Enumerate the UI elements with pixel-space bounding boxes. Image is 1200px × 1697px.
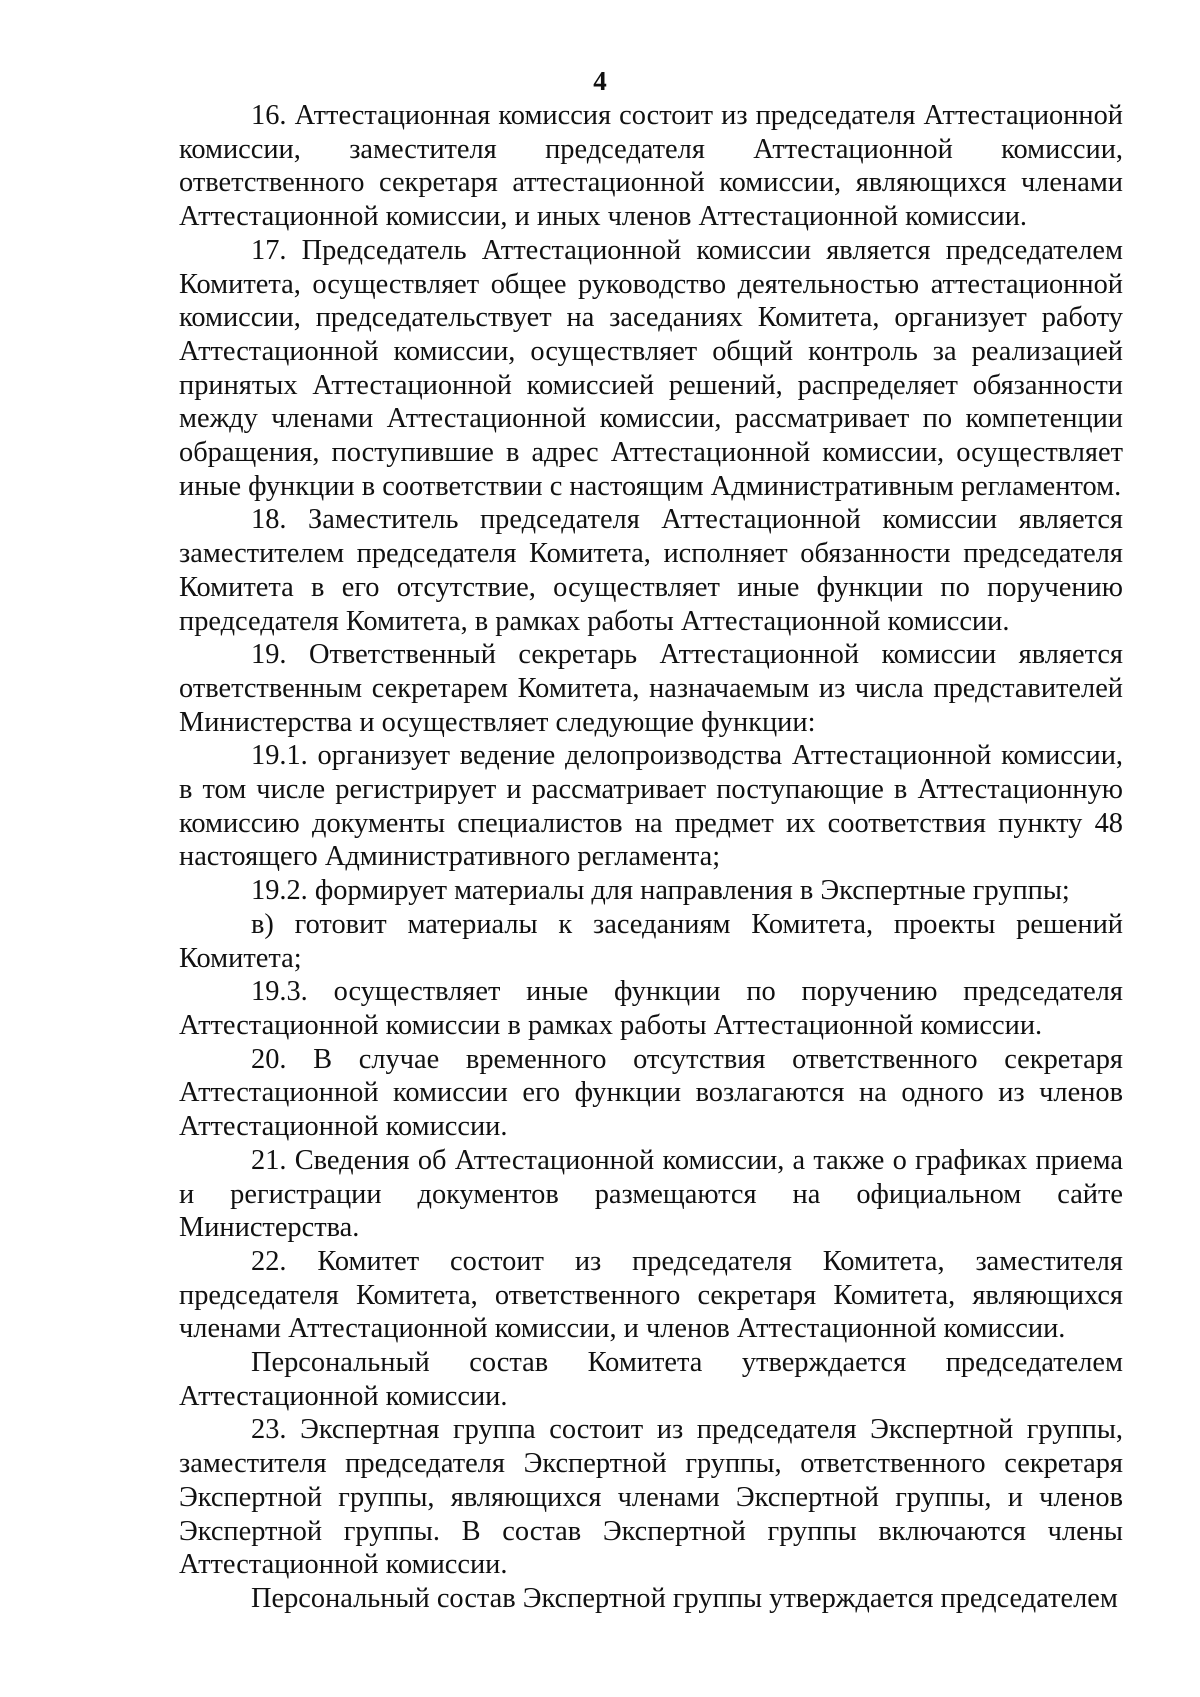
- paragraph-19-1: 19.1. организует ведение делопроизводства Аттестационной комиссии, в том числе регистрирует и рассматривает поступающие в Аттестационную комиссию документы специалистов на предмет их соответствия пункту 48 настоящего Административного регламента;: [179, 740, 1123, 873]
- paragraph-19-2: 19.2. формирует материалы для направления в Экспертные группы;: [251, 875, 1070, 907]
- paragraph-23: 23. Экспертная группа состоит из председателя Экспертной группы, заместителя председателя Экспертной группы, ответственного секретаря Экспертной группы, являющихся членами Экспертной группы, и членов Экспертной группы. В состав Экспертной группы включаются члены Аттестационной комиссии.: [179, 1414, 1123, 1581]
- paragraph-22-composition: Персональный состав Комитета утверждается председателем Аттестационной комиссии.: [179, 1347, 1123, 1412]
- paragraph-16: 16. Аттестационная комиссия состоит из председателя Аттестационной комиссии, заместителя председателя Аттестационной комиссии, ответственного секретаря аттестационной комиссии, являющихся членами Аттестационной комиссии, и иных членов Аттестационной комиссии.: [179, 100, 1123, 233]
- document-body: [179, 99, 1123, 1616]
- paragraph-19-v: в) готовит материалы к заседаниям Комитета, проекты решений Комитета;: [179, 908, 1123, 974]
- paragraph-19-3: 19.3. осуществляет иные функции по поручению председателя Аттестационной комиссии в рамках работы Аттестационной комиссии.: [179, 976, 1123, 1041]
- paragraph-22: 22. Комитет состоит из председателя Комитета, заместителя председателя Комитета, ответственного секретаря Комитета, являющихся членами Аттестационной комиссии, и членов Аттестационной комиссии.: [179, 1245, 1123, 1345]
- paragraph-18: 18. Заместитель председателя Аттестационной комиссии является заместителем председателя Комитета, исполняет обязанности председателя Комитета в его отсутствие, осуществляет иные функции по поручению председателя Комитета, в рамках работы Аттестационной комиссии.: [179, 504, 1123, 637]
- paragraph-23-composition: Персональный состав Экспертной группы утверждается председателем: [251, 1582, 1118, 1614]
- paragraph-17: 17. Председатель Аттестационной комиссии является председателем Комитета, осуществляет общее руководство деятельностью аттестационной комиссии, председательствует на заседаниях Комитета, организует работу Аттестационной комиссии, осуществляет общий контроль за реализацией принятых Аттестационной комиссией решений, распределяет обязанности между членами Аттестационной комиссии, рассматривает по компетенции обращения, поступившие в адрес Аттестационной комиссии, осуществляет иные функции в соответствии с настоящим Административным регламентом.: [179, 234, 1123, 502]
- paragraph-21: 21. Сведения об Аттестационной комиссии, а также о графиках приема и регистрации документов размещаются на официальном сайте Министерства.: [179, 1144, 1123, 1244]
- page-number: 4: [593, 66, 607, 96]
- paragraph-19: 19. Ответственный секретарь Аттестационной комиссии является ответственным секретарем Комитета, назначаемым из числа представителей Министерства и осуществляет следующие функции:: [179, 639, 1123, 738]
- paragraph-20: 20. В случае временного отсутствия ответственного секретаря Аттестационной комиссии его функции возлагаются на одного из членов Аттестационной комиссии.: [179, 1043, 1123, 1143]
